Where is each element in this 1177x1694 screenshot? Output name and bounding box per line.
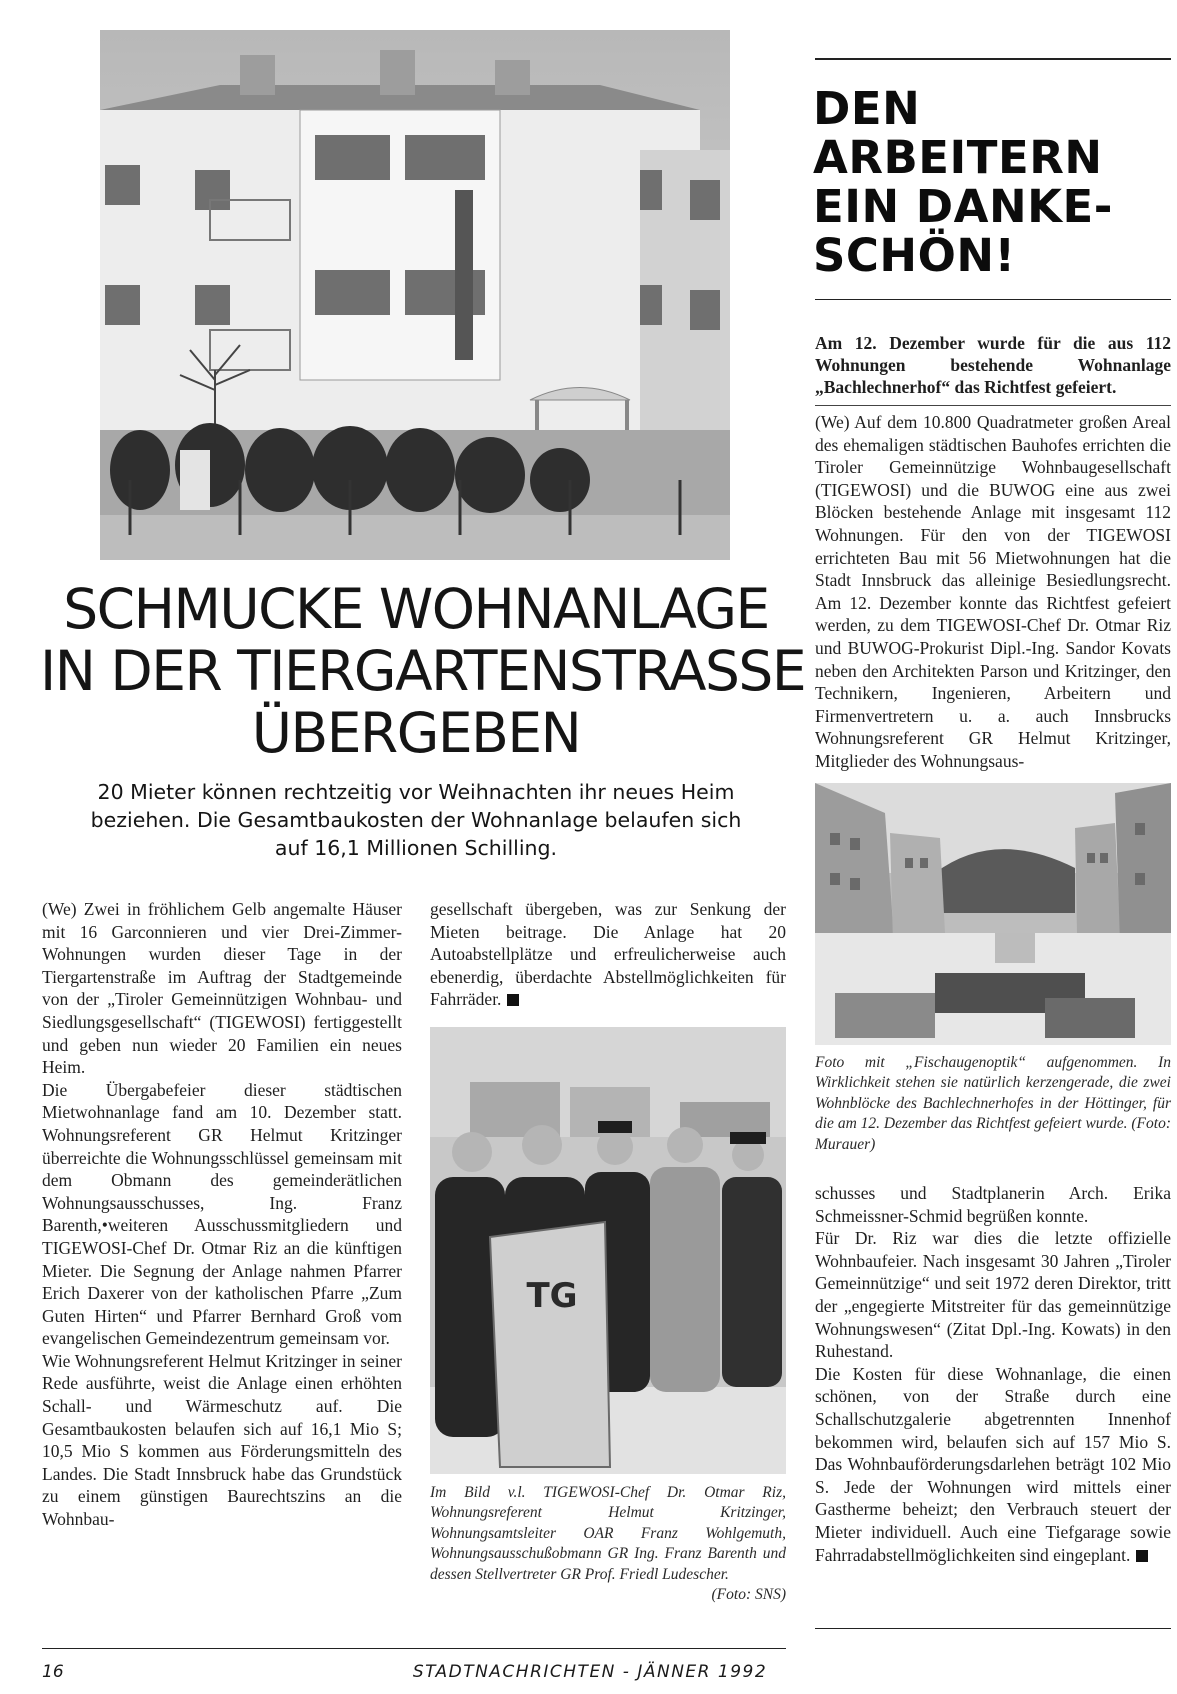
right-column-bottom-rule <box>815 1628 1171 1629</box>
headline-line-2: IN DER TIERGARTENSTRASSE <box>40 639 806 703</box>
lead-divider <box>815 405 1171 406</box>
right-article-body-bottom <box>815 1182 1171 1566</box>
headline-line-1: SCHMUCKE WOHNANLAGE <box>63 577 769 641</box>
publication-title: STADTNACHRICHTEN - JÄNNER 1992 <box>412 1662 768 1682</box>
construction-photo-illustration <box>815 783 1171 1045</box>
ceremony-photo-illustration <box>430 1027 786 1474</box>
right-column-top-rule <box>815 58 1171 60</box>
podium-logo: TG <box>526 1276 578 1316</box>
paragraph: (We) Auf dem 10.800 Quadratmeter großen Areal des ehemaligen städtischen Bauhofes errichten die Tiroler Gemeinnützige Wohnbaugesellschaft (TIGEWOSI) und die BUWOG eine aus zwei Blöcken bestehende Anlage mit insgesamt 112 Wohnungen. Für den von der TIGEWOSI errichteten Bau mit 56 Mietwohnungen hat die Stadt Innsbruck das alleinige Besiedlungsrecht. Am 12. Dezember konnte das Richtfest gefeiert werden, zu dem TIGEWOSI-Chef Dr. Otmar Riz und BUWOG-Prokurist Dipl.-Ing. Sandor Kovats neben den Architekten Parson und Kritzinger, den Technikern, Ingenieren, Arbeitern und Firmenvertretern u. a. auch Innsbrucks Wohnungsreferent GR Helmut Kritzinger, Mitglieder des Wohnungsaus- <box>815 412 1171 771</box>
article-left-column-2 <box>430 898 786 1011</box>
end-of-article-mark <box>507 994 519 1006</box>
paragraph: Wie Wohnungsreferent Helmut Kritzinger in seiner Rede ausführte, weist die Anlage einen erhöhten Schall- und Wärmeschutz auf. Die Gesamtbaukosten belaufen sich auf 16,1 Mio S; 10,5 Mio S kommen aus Förderungsmitteln des Landes. Die Stadt Innsbruck habe das Grundstück zu einem günstigen Baurechtszins an die Wohnbau- <box>42 1350 402 1530</box>
right-article-lead: Am 12. Dezember wurde für die aus 112 Wohnungen bestehende Wohnanlage „Bachlechnerhof“ das Richtfest gefeiert. <box>815 333 1171 397</box>
page-number: 16 <box>42 1662 64 1682</box>
building-photo <box>100 30 730 560</box>
right-column-mid-rule <box>815 299 1171 300</box>
ceremony-photo-caption <box>430 1483 786 1605</box>
construction-photo <box>815 783 1171 1045</box>
headline <box>40 577 806 765</box>
caption-text: Im Bild v.l. TIGEWOSI-Chef Dr. Otmar Riz, Wohnungsreferent Helmut Kritzinger, Wohnungsamtsleiter OAR Franz Wohlgemuth, Wohnungsausschußobmann GR Ing. Franz Barenth und dessen Stellvertreter GR Prof. Friedl Ludescher. <box>430 1484 786 1583</box>
subheadline: 20 Mieter können rechtzeitig vor Weihnachten ihr neues Heim beziehen. Die Gesamtbaukosten der Wohnanlage belaufen sich auf 16,1 Millionen Schilling. <box>90 780 742 860</box>
right-title-line-1: DEN <box>813 82 921 135</box>
photo-credit: (Foto: SNS) <box>711 1586 786 1604</box>
paragraph: Die Übergabefeier dieser städtischen Mietwohnanlage fand am 10. Dezember statt. Wohnungsreferent GR Helmut Kritzinger überreichte die Wohnungsschlüssel gemeinsam mit dem Obmann des gemeinderätlichen Wohnungsausschusses, Ing. Franz Barenth,•weiteren Ausschussmitgliedern und TIGEWOSI-Chef Dr. Otmar Riz an die künftigen Mieter. Die Segnung der Anlage nahmen Pfarrer Erich Daxerer von der katholischen Pfarre „Zum Guten Hirten“ und Pfarrer Bernhard Groß vom evangelischen Gemeindezentrum gemeinsam vor. <box>42 1079 402 1349</box>
right-title-line-4: SCHÖN! <box>813 229 1016 282</box>
headline-line-3: ÜBERGEBEN <box>251 701 581 765</box>
right-article-body-top <box>815 332 1171 773</box>
right-title-line-3: EIN DANKE- <box>813 180 1113 233</box>
footer-rule <box>42 1648 786 1649</box>
paragraph: (We) Zwei in fröhlichem Gelb angemalte Häuser mit 16 Garconnieren und vier Drei-Zimmer-Wohnungen wurden dieser Tage in der Tiergartenstraße im Auftrag der Stadtgemeinde von der „Tiroler Gemeinnützigen Wohnbau- und Siedlungsgesellschaft“ (TIGEWOSI) fertiggestellt und geben nun wieder 20 Familien ein neues Heim. <box>42 899 402 1078</box>
right-title-line-2: ARBEITERN <box>813 131 1103 184</box>
article-left-column-1 <box>42 898 402 1531</box>
building-photo-illustration <box>100 30 730 560</box>
construction-photo-caption: Foto mit „Fischaugenoptik“ aufgenommen. In Wirklichkeit stehen sie natürlich kerzengerade, die zwei Wohnblöcke des Bachlechnerhofes in der Höttinger, für die am 12. Dezember das Richtfest gefeiert wurde. (Foto: Murauer) <box>815 1054 1171 1153</box>
paragraph: schusses und Stadtplanerin Arch. Erika Schmeissner-Schmid begrüßen konnte. <box>815 1183 1171 1226</box>
paragraph: Die Kosten für diese Wohnanlage, die einen schönen, von der Straße durch eine Schallschutzgalerie abgetrennten Innenhof bekommen wird, belaufen sich auf 157 Mio S. Das Wohnbauförderungsdarlehen beträgt 102 Mio S. Jede der Wohnungen wird mittels einer Gastherme beheizt; den Verbrauch steuert der Mieter individuell. Auch eine Tiefgarage sowie Fahrradabstellmöglichkeiten sind eingeplant. <box>815 1363 1171 1565</box>
ceremony-photo <box>430 1027 786 1474</box>
paragraph: gesellschaft übergeben, was zur Senkung der Mieten beitrage. Die Anlage hat 20 Autoabstellplätze und erfreulicherweise auch ebenerdig, überdachte Abstellmöglichkeiten für Fahrräder. <box>430 899 786 1010</box>
paragraph: Für Dr. Riz war dies die letzte offizielle Wohnbaufeier. Nach insgesamt 30 Jahren „Tiroler Gemeinnützige“ und seit 1972 deren Direktor, tritt der „engegierte Mitstreiter für das gemeinnützige Wohnungswesen“ (Zitat Dpl.-Ing. Kowats) in den Ruhestand. <box>815 1228 1171 1362</box>
right-article-title <box>813 84 1173 280</box>
end-of-article-mark <box>1136 1550 1148 1562</box>
